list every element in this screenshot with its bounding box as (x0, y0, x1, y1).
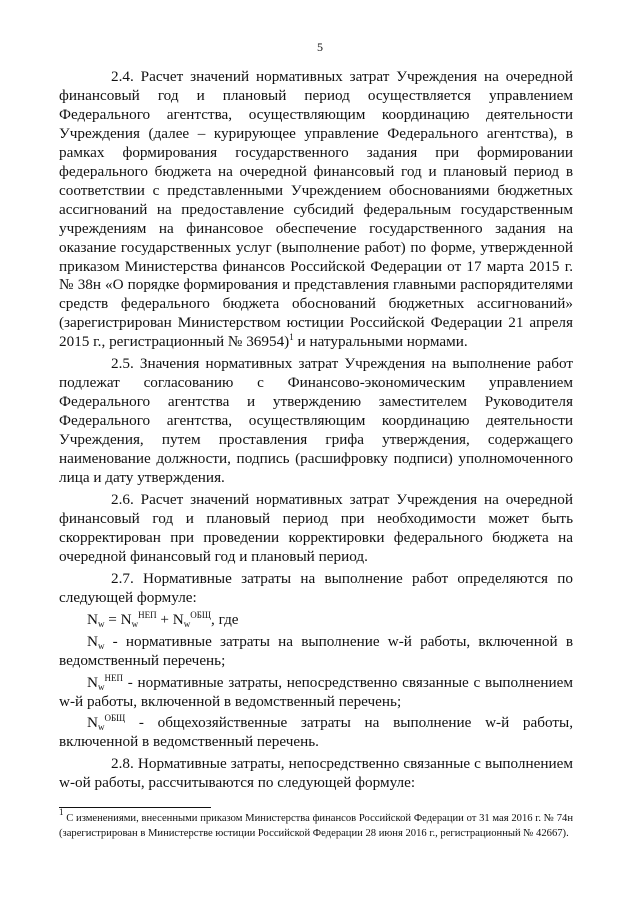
paragraph-2-4 (59, 68, 573, 352)
paragraph-2-7: 2.7. Нормативные затраты на выполнение работ определяются по следующей формуле: (59, 569, 573, 606)
page-number: 5 (317, 40, 323, 54)
footnote (59, 807, 573, 841)
paragraph-2-8: 2.8. Нормативные затраты, непосредственно связанные с выполнением w-ой работы, рассчитываются по следующей формуле: (59, 755, 573, 792)
document-body (59, 68, 573, 793)
paragraph-2-4-tail: и натуральными нормами. (293, 333, 468, 351)
footnote-reference: 1 (289, 332, 294, 343)
paragraph-2-5: 2.5. Значения нормативных затрат Учреждения на выполнение работ подлежат согласованию с Финансово-экономическим управлением Федерального агентства и утверждению заместителем Руководителя Федерального агентства, осуществляющим координацию деятельности Учреждения, путем проставления грифа утверждения, содержащего наименование должности, подпись (расшифровку подписи) уполномоченного лица и дату утверждения. (59, 355, 573, 487)
formula-nw: $N_w = N_w^{НЕП} + N_w^{ОБЩ}$, где (87, 609, 239, 629)
paragraph-2-4-text: 2.4. Расчет значений нормативных затрат Учреждения на очередной финансовый год и плановый период осуществляется управлением Федерального агентства, осуществляющим координацию деятельности Учреждения (далее – курирующее управление Федерального агентства), в рамках формирования государственного задания при формировании федерального бюджета на очередной финансовый год и плановый период в соответствии с представленными Учреждением обоснованиями бюджетных ассигнований на предоставление субсидий федеральным государственным учреждениям на финансовое обеспечение государственного задания на оказание государственных услуг (выполнение работ) по форме, утвержденной приказом Министерства финансов Российской Федерации от 17 марта 2015 г. № 38н «О порядке формирования и представления главными распорядителями средств федерального бюджета обоснований бюджетных ассигнований» (зарегистрирован Министерством юстиции Российской Федерации 21 апреля 2015 г., регистрационный № 36954) (59, 68, 573, 351)
definition-nw-obsh: $N_w^{ОБЩ}$ - общехозяйственные затраты на выполнение w-й работы, включенной в ведомственный перечень. (59, 713, 573, 751)
paragraph-2-6: 2.6. Расчет значений нормативных затрат Учреждения на очередной финансовый год и плановый период при необходимости может быть скорректирован при проведении корректировки федерального бюджета на очередной финансовый год и плановый период. (59, 490, 573, 565)
definition-nw: $N_w$ - нормативные затраты на выполнение w-й работы, включенной в ведомственный перечень; (59, 632, 573, 669)
footnote-text: С изменениями, внесенными приказом Министерства финансов Российской Федерации от 31 мая 2016 г. № 74н (зарегистрирован в Министерстве юстиции Российской Федерации 28 июня 2016 г., регистрационный № 42667). (59, 813, 573, 839)
definition-nw-nep: $N_w^{НЕП}$ - нормативные затраты, непосредственно связанные с выполнением w-й работы, включенной в ведомственный перечень; (59, 672, 573, 710)
footnote-marker: 1 (59, 807, 64, 817)
footnote-divider (59, 807, 211, 808)
